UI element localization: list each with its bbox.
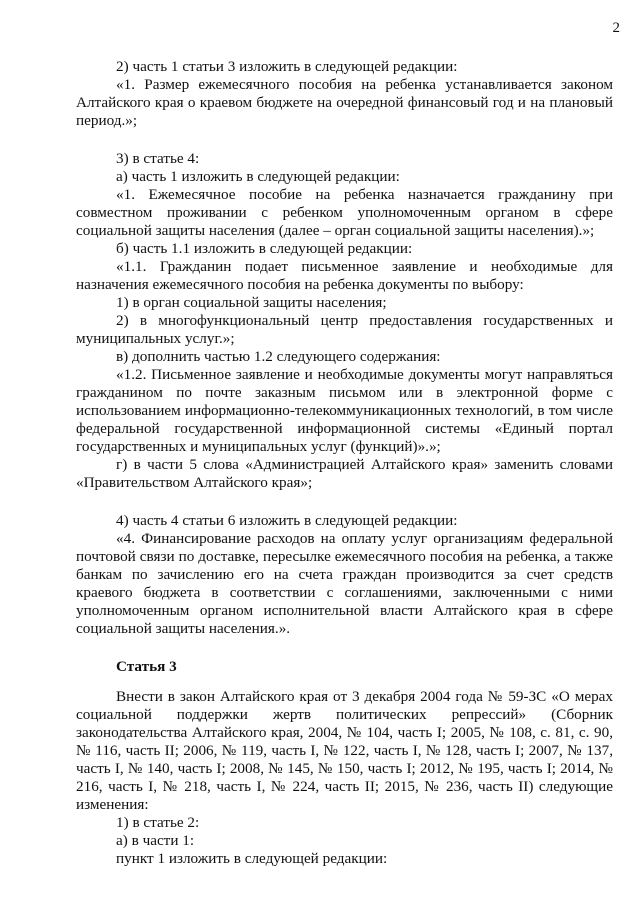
- paragraph: б) часть 1.1 изложить в следующей редакции:: [116, 240, 413, 257]
- page-number: 2: [612, 20, 620, 36]
- paragraph: 3) в статье 4:: [116, 150, 200, 167]
- paragraph: г) в части 5 слова «Администрацией Алтайского края» заменить словами «Правительством Алтайского края»;: [76, 456, 613, 491]
- paragraph-gap: [76, 638, 613, 658]
- paragraph: «4. Финансирование расходов на оплату услуг организациям федеральной почтовой связи по доставке, пересылке ежемесячного пособия на ребенка, а также банкам по зачислению его на счета граждан производится за счет средств краевого бюджета в соответствии с соглашениями, заключенными с ними уполномоченным органом исполнительной власти Алтайского края в сфере социальной защиты населения.».: [76, 530, 613, 637]
- paragraph-gap: [76, 130, 613, 150]
- paragraph: «1. Ежемесячное пособие на ребенка назначается гражданину при совместном проживании с ребенком уполномоченным органом в сфере социальной защиты населения (далее – орган социальной защиты населения).»;: [76, 186, 613, 239]
- paragraph: 1) в орган социальной защиты населения;: [116, 294, 387, 311]
- paragraph: «1.1. Гражданин подает письменное заявление и необходимые для назначения ежемесячного пособия на ребенка документы по выбору:: [76, 258, 613, 293]
- paragraph: 1) в статье 2:: [116, 814, 200, 831]
- paragraph: Внести в закон Алтайского края от 3 декабря 2004 года № 59-ЗС «О мерах социальной поддержки жертв политических репрессий» (Сборник законодательства Алтайского края, 2004, № 104, часть I; 2005, № 108, с. 81, с. 90, № 116, часть II; 2006, № 119, часть I, № 122, часть I, № 128, часть I; 2007, № 137, часть I, № 140, часть I; 2008, № 145, № 150, часть I; 2012, № 195, часть I; 2014, № 216, часть I, № 218, часть I, № 224, часть II; 2015, № 236, часть II) следующие изменения:: [76, 688, 613, 813]
- paragraph: а) в части 1:: [116, 832, 195, 849]
- paragraph: 4) часть 4 статьи 6 изложить в следующей редакции:: [116, 512, 458, 529]
- paragraph: «1.2. Письменное заявление и необходимые документы могут направляться гражданином по почте заказным письмом или в электронной форме с использованием информационно-телекоммуникационных технологий, в том числе федеральной государственной информационной системы «Единый портал государственных и муниципальных услуг (функций)».»;: [76, 366, 613, 455]
- paragraph: в) дополнить частью 1.2 следующего содержания:: [116, 348, 441, 365]
- paragraph: 2) в многофункциональный центр предоставления государственных и муниципальных услуг.»;: [76, 312, 613, 347]
- paragraph: а) часть 1 изложить в следующей редакции:: [116, 168, 400, 185]
- paragraph: 2) часть 1 статьи 3 изложить в следующей редакции:: [116, 58, 458, 75]
- document-body: [76, 58, 613, 868]
- paragraph: пункт 1 изложить в следующей редакции:: [116, 850, 388, 867]
- paragraph: «1. Размер ежемесячного пособия на ребенка устанавливается законом Алтайского края о краевом бюджете на очередной финансовый год и на плановый период.»;: [76, 76, 613, 129]
- paragraph-gap: [76, 676, 613, 688]
- article-heading: Статья 3: [116, 658, 177, 675]
- paragraph-gap: [76, 492, 613, 512]
